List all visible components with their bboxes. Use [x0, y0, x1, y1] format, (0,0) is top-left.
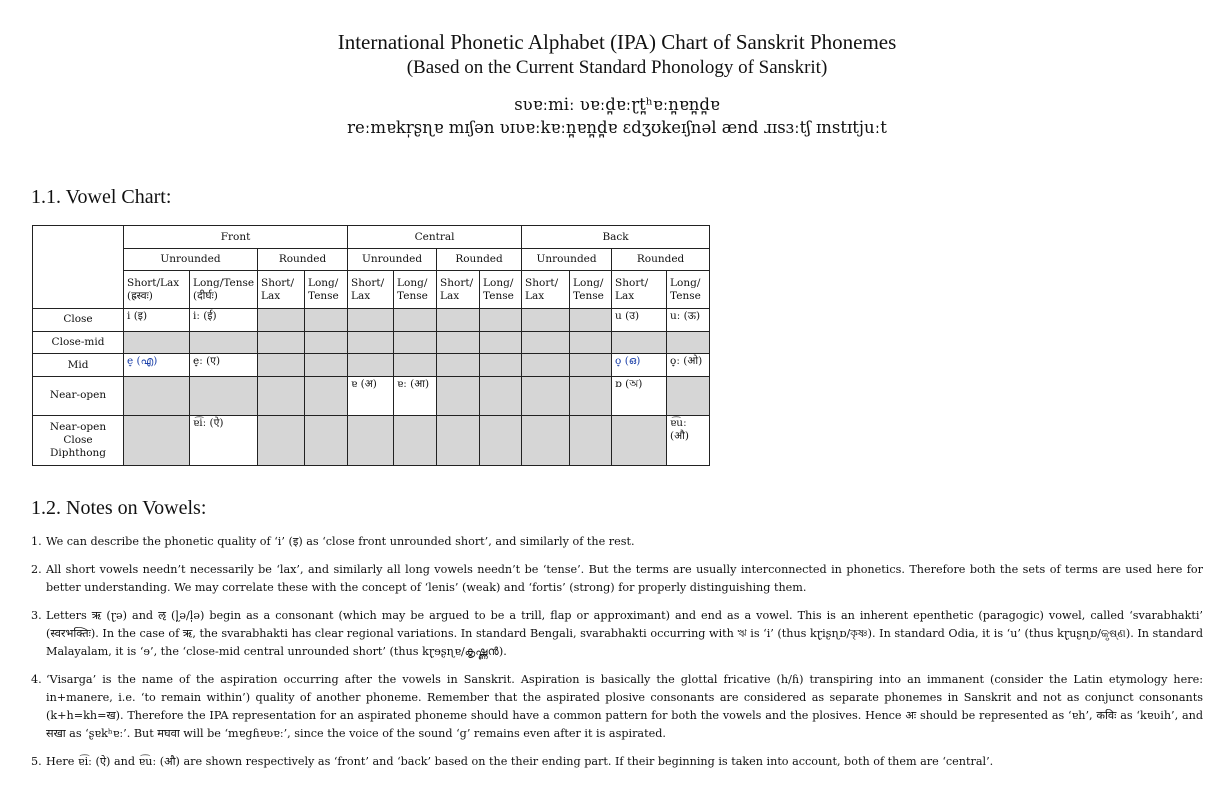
- column-header: [612, 271, 667, 308]
- column-header-line: Lax: [440, 289, 460, 302]
- vowel-cell: o̞ː (ओ): [667, 354, 710, 377]
- vowel-cell: [667, 331, 710, 353]
- row-label: [33, 331, 124, 353]
- vowel-cell: ɐ͡uː (औ): [667, 415, 710, 465]
- group-central: Central: [348, 226, 522, 249]
- vowel-cell: [480, 331, 522, 353]
- table-row: [33, 308, 710, 331]
- vowel-cell: [480, 354, 522, 377]
- document-subtitle: (Based on the Current Standard Phonology of Sanskrit): [406, 57, 828, 78]
- column-header-line: Tense: [573, 289, 604, 302]
- row-label-line: Diphthong: [49, 446, 107, 459]
- vowel-cell: [522, 331, 570, 353]
- vowel-cell: [258, 308, 305, 331]
- subgroup-central-unrounded: Unrounded: [348, 249, 437, 271]
- vowel-cell: [258, 415, 305, 465]
- vowel-cell: [437, 354, 480, 377]
- column-header: [258, 271, 305, 308]
- column-header-line: Lax: [351, 289, 371, 302]
- table-row: [33, 415, 710, 465]
- ipa-author-line: sʋɐːmiː ʋɐːd̪ɐːɽt̪ʰɐːn̪ɐn̪d̪ɐ: [514, 95, 720, 114]
- vowel-cell: ɐ͡iː (ऐ): [190, 415, 258, 465]
- vowel-cell: ɐ (अ): [348, 377, 394, 415]
- note-number: 2.: [31, 563, 42, 576]
- column-header: [667, 271, 710, 308]
- subgroup-front-unrounded: Unrounded: [124, 249, 258, 271]
- vowel-cell: u (उ): [612, 308, 667, 331]
- row-label: [33, 377, 124, 415]
- subgroup-back-unrounded: Unrounded: [522, 249, 612, 271]
- column-header-line: Tense: [670, 289, 701, 302]
- column-header-line: (दीर्घः): [193, 289, 218, 302]
- vowel-cell: [522, 354, 570, 377]
- column-header-line: Long/: [573, 276, 604, 289]
- vowel-chart-table: [32, 225, 710, 466]
- note-number: 1.: [31, 535, 42, 548]
- vowel-cell: [480, 377, 522, 415]
- vowel-cell: [394, 415, 437, 465]
- column-header-line: Tense: [308, 289, 339, 302]
- column-header-line: Tense: [483, 289, 514, 302]
- vowel-cell: [437, 415, 480, 465]
- column-header-line: Short/: [351, 276, 385, 289]
- group-back: Back: [522, 226, 710, 249]
- vowel-cell: ɐː (आ): [394, 377, 437, 415]
- column-header-line: (ह्रस्वः): [127, 289, 153, 302]
- vowel-cell: [348, 354, 394, 377]
- column-header-line: Long/Tense: [193, 276, 255, 289]
- vowel-cell: e̞ː (ए): [190, 354, 258, 377]
- table-group-row: [33, 226, 710, 249]
- vowel-cell: [437, 377, 480, 415]
- vowel-cell: uː (ऊ): [667, 308, 710, 331]
- vowel-cell: [190, 377, 258, 415]
- vowel-cell: [612, 415, 667, 465]
- table-row: [33, 331, 710, 353]
- column-header-line: Lax: [261, 289, 281, 302]
- vowel-cell: [570, 415, 612, 465]
- row-label: [33, 415, 124, 465]
- note-number: 5.: [31, 755, 42, 768]
- table-subgroup-row: [33, 249, 710, 271]
- vowel-cell: [667, 377, 710, 415]
- column-header: [190, 271, 258, 308]
- vowel-cell: o̞ (ഒ): [612, 354, 667, 377]
- vowel-cell: [437, 331, 480, 353]
- column-header: [522, 271, 570, 308]
- vowel-cell: [394, 331, 437, 353]
- note-item: [31, 533, 1203, 551]
- row-label-line: Close: [63, 313, 93, 326]
- note-item: [31, 607, 1203, 661]
- note-item: [31, 561, 1203, 597]
- document-header: [0, 30, 1220, 139]
- note-item: [31, 753, 1203, 771]
- row-label-line: Close-mid: [51, 335, 105, 348]
- vowel-cell: [522, 308, 570, 331]
- vowel-cell: [570, 354, 612, 377]
- vowel-cell: [124, 415, 190, 465]
- vowel-cell: iː (ई): [190, 308, 258, 331]
- vowel-cell: [305, 415, 348, 465]
- row-label-line: Mid: [67, 358, 89, 371]
- group-front: Front: [124, 226, 348, 249]
- vowel-cell: [570, 377, 612, 415]
- vowel-cell: [258, 354, 305, 377]
- vowel-cell: [394, 308, 437, 331]
- subgroup-front-rounded: Rounded: [258, 249, 348, 271]
- column-header-line: Long/: [397, 276, 428, 289]
- column-header: [305, 271, 348, 308]
- table-row: [33, 354, 710, 377]
- row-label-line: Close: [63, 433, 93, 446]
- table-row: [33, 377, 710, 415]
- vowel-cell: i (इ): [124, 308, 190, 331]
- row-label-line: Near-open: [49, 420, 107, 433]
- subgroup-central-rounded: Rounded: [437, 249, 522, 271]
- vowel-cell: [480, 415, 522, 465]
- vowel-cell: [305, 331, 348, 353]
- vowel-cell: [570, 331, 612, 353]
- column-header: [348, 271, 394, 308]
- vowel-cell: [305, 377, 348, 415]
- vowel-cell: [348, 331, 394, 353]
- column-header-line: Short/: [525, 276, 559, 289]
- row-label: [33, 308, 124, 331]
- column-header-line: Tense: [397, 289, 428, 302]
- notes-heading: 1.2. Notes on Vowels:: [31, 497, 207, 519]
- note-text: All short vowels needn’t necessarily be ‘lax’, and similarly all long vowels needn’t be ‘tense’. But the terms are usually interconnected in phonetics. Therefore both the sets of terms are used here for better understanding. We may correlate these with the concept of ‘lenis’ (weak) and ‘fortis’ (strong) for properly distinguishing them.: [46, 563, 1203, 594]
- column-header-line: Short/Lax: [127, 276, 180, 289]
- column-header: [480, 271, 522, 308]
- note-number: 4.: [31, 673, 42, 686]
- note-text: Letters ऋ (ɽ̩ə) and ऌ (ɭ̩ə/l̩ə) begin as a consonant (which may be argued to be a trill, flap or approximant) and end as a vowel. This is an inherent epenthetic (paragogic) vowel, called ‘svarabhakti’ (स्वरभक्तिः). In the case of ऋ, the svarabhakti has clear regional variations. In standard Bengali, svarabhakti occurring with ঋ is ‘i’ (thus kɽ̩iʂɳɒ/কৃষ্ণ). In standard Odia, it is ‘u’ (thus kɽ̩uʂɳɒ/କୃଷ୍ଣ). In standard Malayalam, it is ‘ɘ’, the ‘close-mid central unrounded short’ (thus kɽ̩ɘʂɳɐ/കൃഷ്ണൻ).: [46, 609, 1203, 658]
- note-number: 3.: [31, 609, 42, 622]
- vowel-cell: [124, 331, 190, 353]
- vowel-cell: [305, 354, 348, 377]
- column-header-line: Short/: [615, 276, 649, 289]
- vowel-cell: [522, 377, 570, 415]
- vowel-chart-heading: 1.1. Vowel Chart:: [31, 186, 172, 208]
- vowel-cell: [570, 308, 612, 331]
- note-text: Here ɐ͡iː (ऐ) and ɐ͡uː (औ) are shown respectively as ‘front’ and ‘back’ based on the their ending part. If their beginning is taken into account, both of them are ‘central’.: [46, 755, 994, 768]
- column-header: [394, 271, 437, 308]
- note-item: [31, 671, 1203, 743]
- vowel-cell: [258, 377, 305, 415]
- vowel-cell: ɒ (অ): [612, 377, 667, 415]
- column-header: [124, 271, 190, 308]
- vowel-cell: [612, 331, 667, 353]
- vowel-cell: [124, 377, 190, 415]
- column-header: [570, 271, 612, 308]
- column-header: [437, 271, 480, 308]
- note-text: ‘Visarga’ is the name of the aspiration occurring after the vowels in Sanskrit. Aspiration is basically the glottal fricative (h/ɦ) transpiring into an immanent (consider the Latin etymology here: in+manere, i.e. ‘to remain within’) quality of another phoneme. Remember that the aspirated plosive consonants are considered as separate phonemes in Sanskrit and not as conjunct consonants (k+h=kh=ख). Therefore the IPA representation for an aspirated phoneme should have a common pattern for both the vowels and the plosives. Hence अः should be represented as ‘ɐh’, कविः as ‘kɐʋih’, and सखा as ‘ʂɐkʰɐː’. But मघवा will be ‘mɐgɦɐʋɐː’, since the voice of the sound ‘g’ remains even after it is aspirated.: [46, 673, 1203, 740]
- vowel-cell: [437, 308, 480, 331]
- vowel-cell: [348, 415, 394, 465]
- vowel-cell: [305, 308, 348, 331]
- table-column-header-row: [33, 271, 710, 308]
- row-label: [33, 354, 124, 377]
- vowel-cell: [394, 354, 437, 377]
- document-title: International Phonetic Alphabet (IPA) Chart of Sanskrit Phonemes: [337, 30, 897, 54]
- column-header-line: Long/: [483, 276, 514, 289]
- row-label-line: Near-open: [49, 389, 107, 402]
- ipa-institution-line: reːmɐkr̩ʂɳɐ mɪʃən ʋɪʋɐːkɐːn̪ɐn̪d̪ɐ ɛdʒʊkeɪʃnəl ænd ɹɪsɜːtʃ ɪnstɪtjuːt: [347, 118, 887, 137]
- column-header-line: Lax: [615, 289, 635, 302]
- column-header-line: Long/: [670, 276, 701, 289]
- vowel-cell: [258, 331, 305, 353]
- column-header-line: Long/: [308, 276, 339, 289]
- column-header-line: Short/: [440, 276, 474, 289]
- vowel-cell: [522, 415, 570, 465]
- vowel-cell: [480, 308, 522, 331]
- table-corner-cell: [33, 226, 124, 309]
- column-header-line: Lax: [525, 289, 545, 302]
- note-text: We can describe the phonetic quality of ‘i’ (इ) as ‘close front unrounded short’, and similarly of the rest.: [46, 535, 635, 548]
- subgroup-back-rounded: Rounded: [612, 249, 710, 271]
- vowel-cell: [348, 308, 394, 331]
- column-header-line: Short/: [261, 276, 295, 289]
- vowel-cell: e̞ (എ): [124, 354, 190, 377]
- vowel-cell: [190, 331, 258, 353]
- notes-list: [31, 533, 1203, 781]
